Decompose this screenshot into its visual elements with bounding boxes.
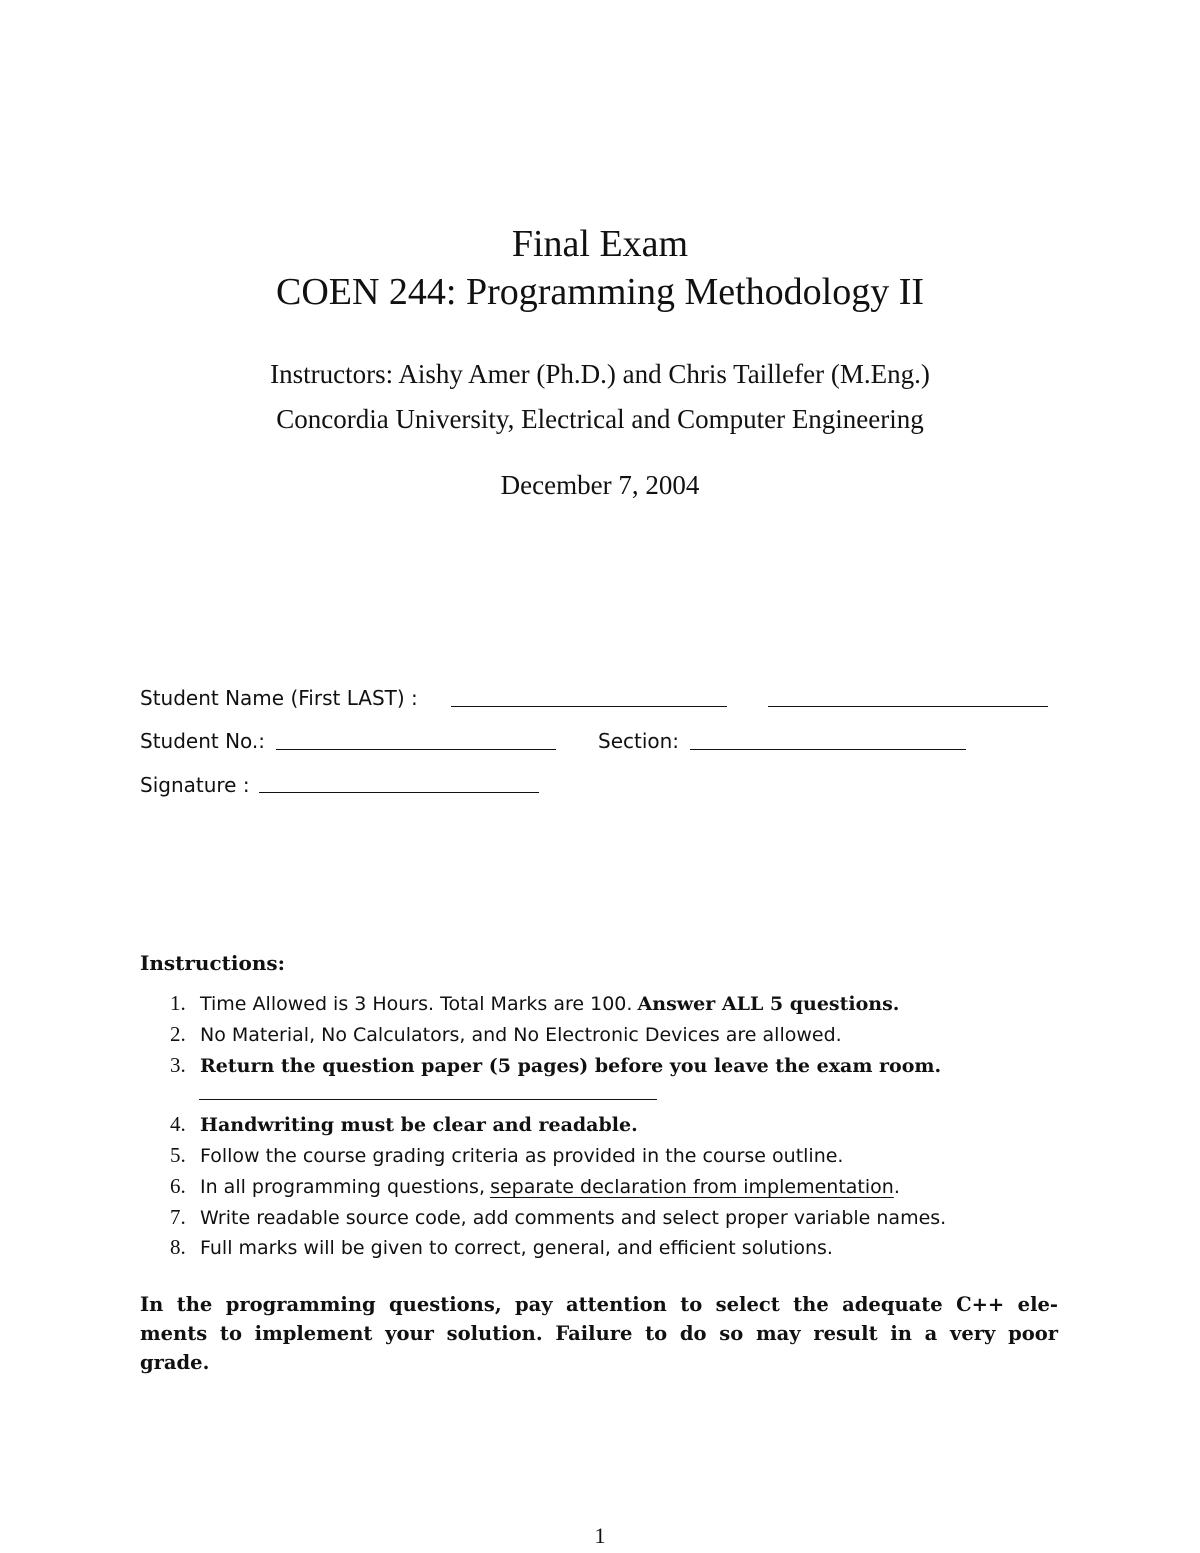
instruction-item-5: 5. Follow the course grading criteria as provided in the course outline. xyxy=(170,1143,844,1167)
instruction-item-2: 2. No Material, No Calculators, and No Electronic Devices are allowed. xyxy=(170,1022,842,1046)
instruction-item-3: 3. Return the question paper (5 pages) before you leave the exam room. xyxy=(170,1053,942,1077)
instruction-item-6: 6. In all programming questions, separate declaration from implementation. xyxy=(170,1174,900,1198)
instruction-item-1: 1. Time Allowed is 3 Hours. Total Marks are 100. Answer ALL 5 questions. xyxy=(170,991,900,1015)
page-number: 1 xyxy=(594,1523,606,1548)
instructors-line: Instructors: Aishy Amer (Ph.D.) and Chris Taillefer (M.Eng.) xyxy=(270,359,930,389)
student-number-field[interactable] xyxy=(276,749,556,750)
exam-date: December 7, 2004 xyxy=(500,470,700,500)
section-field[interactable] xyxy=(690,749,966,750)
student-first-name-field[interactable] xyxy=(451,706,727,707)
university-line: Concordia University, Electrical and Computer Engineering xyxy=(276,404,924,434)
instruction-item-8: 8. Full marks will be given to correct, general, and efficient solutions. xyxy=(170,1235,833,1259)
instruction-divider xyxy=(199,1099,657,1100)
closing-line-3: grade. xyxy=(140,1351,210,1374)
course-title: COEN 244: Programming Methodology II xyxy=(275,271,925,313)
closing-line-2: ments to implement your solution. Failure to do so may result in a very poor xyxy=(140,1322,1058,1345)
student-last-name-field[interactable] xyxy=(768,706,1048,707)
exam-title: Final Exam xyxy=(511,223,689,265)
signature-label: Signature : xyxy=(140,773,250,797)
instruction-item-7: 7. Write readable source code, add comments and select proper variable names. xyxy=(170,1205,947,1229)
instructions-heading: Instructions: xyxy=(140,951,286,975)
student-name-label: Student Name (First LAST) : xyxy=(140,686,418,710)
instruction-item-4: 4. Handwriting must be clear and readable. xyxy=(170,1112,638,1136)
section-label: Section: xyxy=(598,729,680,753)
student-number-label: Student No.: xyxy=(140,729,266,753)
signature-field[interactable] xyxy=(259,792,539,793)
closing-line-1: In the programming questions, pay attention to select the adequate C++ ele- xyxy=(140,1293,1058,1316)
